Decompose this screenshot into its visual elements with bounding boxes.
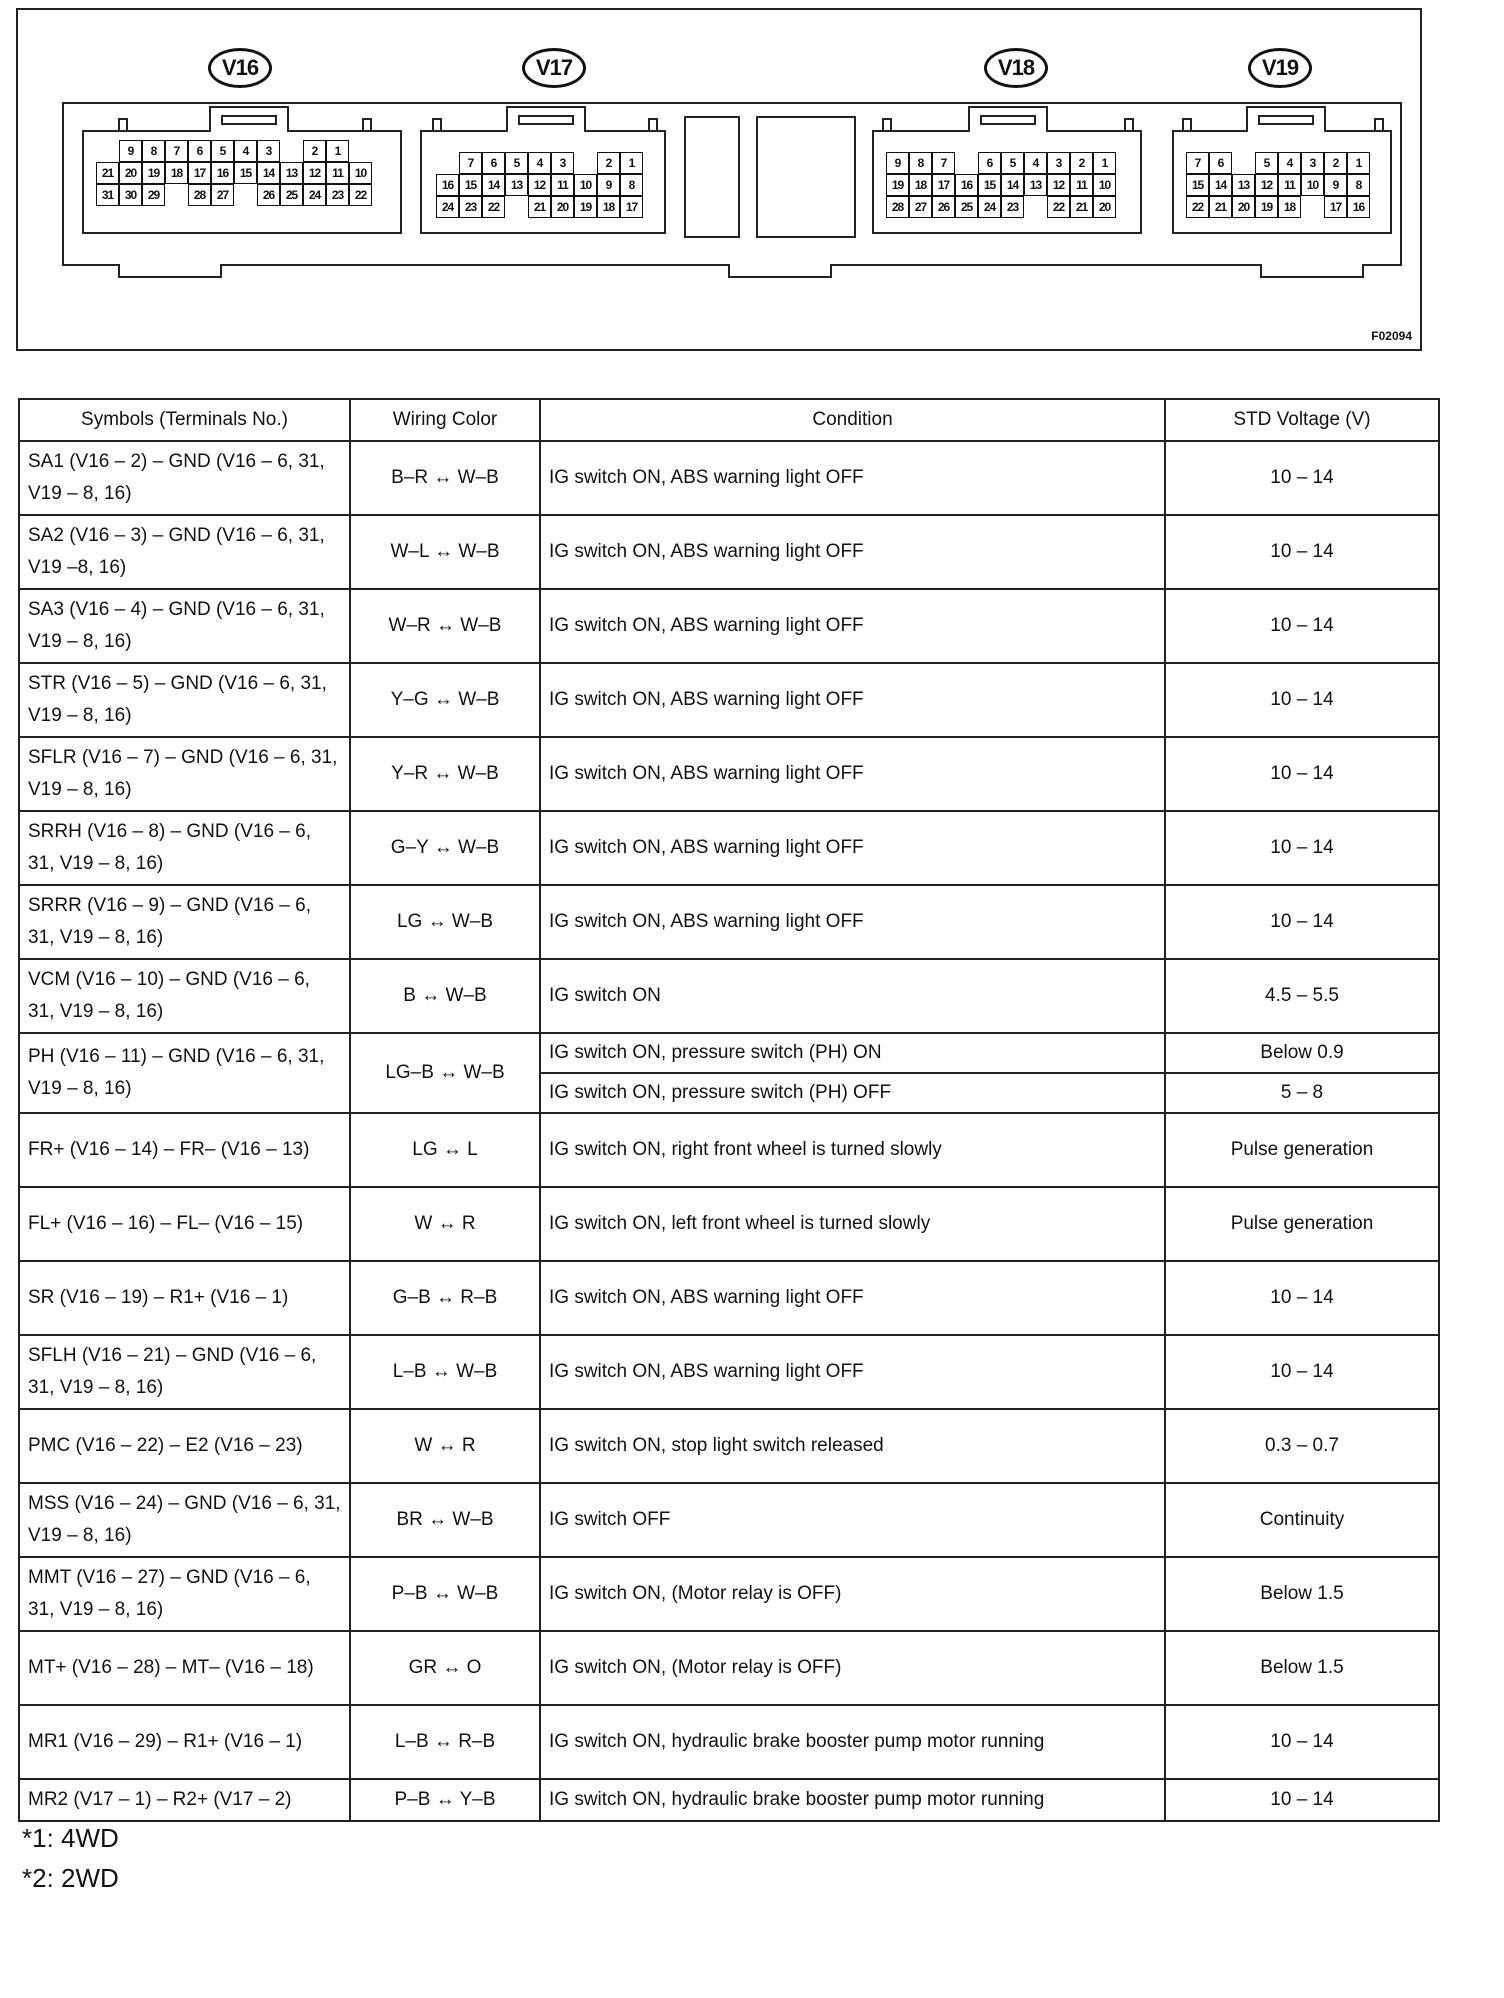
pin-cell: 17: [1324, 196, 1347, 218]
pin-cell: 11: [551, 174, 574, 196]
pin-row: [436, 196, 643, 218]
pin-cell: 22: [482, 196, 505, 218]
symbol-cell: FR+ (V16 – 14) – FR– (V16 – 13): [19, 1113, 350, 1187]
pin-cell: 8: [620, 174, 643, 196]
header-wiring-color: Wiring Color: [350, 399, 540, 441]
pin-cell: 30: [119, 184, 142, 206]
pin-cell: 27: [909, 196, 932, 218]
pin-cell: 2: [1324, 152, 1347, 174]
pin-cell: 22: [1047, 196, 1070, 218]
pin-cell: 17: [620, 196, 643, 218]
pin-cell: 19: [574, 196, 597, 218]
symbol-cell: SA2 (V16 – 3) – GND (V16 – 6, 31, V19 –8, 16): [19, 515, 350, 589]
pin-cell: 14: [1209, 174, 1232, 196]
table-row: [19, 1033, 1439, 1073]
table-row: [19, 959, 1439, 1033]
housing-tab: [118, 264, 222, 278]
wiring-color-cell: W ↔ R: [350, 1187, 540, 1261]
table-row: [19, 441, 1439, 515]
pin-cell: [234, 184, 257, 206]
pin-row: [1186, 196, 1370, 218]
pin-cell: 19: [1255, 196, 1278, 218]
pin-cell: 10: [349, 162, 372, 184]
symbol-cell: SA1 (V16 – 2) – GND (V16 – 6, 31, V19 – 8, 16): [19, 441, 350, 515]
pin-cell: 14: [482, 174, 505, 196]
pin-cell: 4: [1024, 152, 1047, 174]
pin-cell: 14: [257, 162, 280, 184]
pin-cell: 20: [1232, 196, 1255, 218]
pin-cell: 11: [1278, 174, 1301, 196]
pin-cell: 12: [303, 162, 326, 184]
pin-row: [886, 174, 1116, 196]
wiring-color-cell: G–Y ↔ W–B: [350, 811, 540, 885]
std-voltage-cell: 0.3 – 0.7: [1165, 1409, 1439, 1483]
wiring-color-cell: B–R ↔ W–B: [350, 441, 540, 515]
pin-cell: 14: [1001, 174, 1024, 196]
pin-cell: 7: [165, 140, 188, 162]
std-voltage-cell: Below 0.9: [1165, 1033, 1439, 1073]
wiring-color-cell: P–B ↔ W–B: [350, 1557, 540, 1631]
table-body: [19, 441, 1439, 1821]
pin-cell: 7: [1186, 152, 1209, 174]
condition-cell: IG switch ON: [540, 959, 1165, 1033]
pin-cell: 28: [188, 184, 211, 206]
wiring-color-cell: GR ↔ O: [350, 1631, 540, 1705]
wiring-color-cell: LG ↔ W–B: [350, 885, 540, 959]
pin-cell: 3: [257, 140, 280, 162]
pin-cell: 5: [1255, 152, 1278, 174]
symbol-cell: SA3 (V16 – 4) – GND (V16 – 6, 31, V19 – 8, 16): [19, 589, 350, 663]
pin-cell: 18: [597, 196, 620, 218]
std-voltage-cell: 10 – 14: [1165, 885, 1439, 959]
pin-cell: 16: [436, 174, 459, 196]
connector-label-v16: V16: [208, 48, 272, 88]
table-row: [19, 1409, 1439, 1483]
pin-cell: 13: [1024, 174, 1047, 196]
pin-cell: 22: [349, 184, 372, 206]
wiring-color-cell: W ↔ R: [350, 1409, 540, 1483]
pin-cell: 8: [142, 140, 165, 162]
pin-cell: 17: [932, 174, 955, 196]
std-voltage-cell: Continuity: [1165, 1483, 1439, 1557]
wiring-color-cell: G–B ↔ R–B: [350, 1261, 540, 1335]
std-voltage-cell: Below 1.5: [1165, 1631, 1439, 1705]
symbol-cell: SRRH (V16 – 8) – GND (V16 – 6, 31, V19 – 8, 16): [19, 811, 350, 885]
blank-block: [756, 116, 856, 238]
symbol-cell: SRRR (V16 – 9) – GND (V16 – 6, 31, V19 – 8, 16): [19, 885, 350, 959]
connector-v17: [420, 130, 666, 234]
symbol-cell: MMT (V16 – 27) – GND (V16 – 6, 31, V19 – 8, 16): [19, 1557, 350, 1631]
header-condition: Condition: [540, 399, 1165, 441]
pin-cell: [1232, 152, 1255, 174]
symbol-cell: MSS (V16 – 24) – GND (V16 – 6, 31, V19 – 8, 16): [19, 1483, 350, 1557]
footnotes: [22, 1818, 119, 1898]
condition-cell: IG switch ON, hydraulic brake booster pump motor running: [540, 1779, 1165, 1821]
pin-cell: 5: [505, 152, 528, 174]
condition-cell: IG switch ON, (Motor relay is OFF): [540, 1557, 1165, 1631]
symbol-cell: SFLR (V16 – 7) – GND (V16 – 6, 31, V19 – 8, 16): [19, 737, 350, 811]
pin-cell: 18: [165, 162, 188, 184]
condition-cell: IG switch ON, ABS warning light OFF: [540, 1261, 1165, 1335]
pin-cell: 21: [528, 196, 551, 218]
pin-cell: 15: [459, 174, 482, 196]
table-row: [19, 1705, 1439, 1779]
pin-cell: 26: [257, 184, 280, 206]
pin-row: [436, 152, 643, 174]
pin-row: [1186, 174, 1370, 196]
terminal-spec-table: [18, 398, 1440, 1822]
pin-cell: 13: [505, 174, 528, 196]
pin-row: [886, 152, 1116, 174]
pin-cell: 24: [303, 184, 326, 206]
table-row: [19, 1113, 1439, 1187]
std-voltage-cell: 10 – 14: [1165, 1705, 1439, 1779]
pin-cell: [280, 140, 303, 162]
pin-grid: [96, 140, 372, 206]
std-voltage-cell: 10 – 14: [1165, 737, 1439, 811]
pin-cell: 19: [886, 174, 909, 196]
pin-cell: 21: [1070, 196, 1093, 218]
pin-cell: 12: [528, 174, 551, 196]
pin-cell: [1024, 196, 1047, 218]
pin-cell: 18: [909, 174, 932, 196]
std-voltage-cell: 10 – 14: [1165, 441, 1439, 515]
pin-cell: 1: [326, 140, 349, 162]
connector-v16: [82, 130, 402, 234]
pin-cell: 4: [528, 152, 551, 174]
wiring-color-cell: Y–R ↔ W–B: [350, 737, 540, 811]
pin-cell: 6: [978, 152, 1001, 174]
symbol-cell: SFLH (V16 – 21) – GND (V16 – 6, 31, V19 – 8, 16): [19, 1335, 350, 1409]
connector-v19: [1172, 130, 1392, 234]
header-std-voltage: STD Voltage (V): [1165, 399, 1439, 441]
housing-tab: [1260, 264, 1364, 278]
wiring-color-cell: BR ↔ W–B: [350, 1483, 540, 1557]
pin-cell: 2: [597, 152, 620, 174]
table-row: [19, 1261, 1439, 1335]
connector-v18: [872, 130, 1142, 234]
pin-cell: 17: [188, 162, 211, 184]
wiring-color-cell: W–L ↔ W–B: [350, 515, 540, 589]
pin-cell: 12: [1047, 174, 1070, 196]
condition-cell: IG switch OFF: [540, 1483, 1165, 1557]
pin-cell: 31: [96, 184, 119, 206]
symbol-cell: SR (V16 – 19) – R1+ (V16 – 1): [19, 1261, 350, 1335]
pin-cell: 16: [955, 174, 978, 196]
std-voltage-cell: Pulse generation: [1165, 1187, 1439, 1261]
pin-cell: 25: [280, 184, 303, 206]
pin-cell: 10: [574, 174, 597, 196]
pin-cell: 12: [1255, 174, 1278, 196]
pin-cell: 21: [1209, 196, 1232, 218]
pin-cell: 16: [211, 162, 234, 184]
std-voltage-cell: 10 – 14: [1165, 589, 1439, 663]
pin-cell: 19: [142, 162, 165, 184]
table-row: [19, 885, 1439, 959]
symbol-cell: MT+ (V16 – 28) – MT– (V16 – 18): [19, 1631, 350, 1705]
table-row: [19, 663, 1439, 737]
pin-cell: 13: [280, 162, 303, 184]
pin-row: [96, 184, 372, 206]
pin-cell: 23: [326, 184, 349, 206]
table-row: [19, 1483, 1439, 1557]
pin-cell: 7: [932, 152, 955, 174]
std-voltage-cell: 4.5 – 5.5: [1165, 959, 1439, 1033]
pin-cell: 18: [1278, 196, 1301, 218]
pin-cell: 10: [1301, 174, 1324, 196]
pin-cell: 26: [932, 196, 955, 218]
pin-cell: [505, 196, 528, 218]
header-symbols: Symbols (Terminals No.): [19, 399, 350, 441]
table-row: [19, 589, 1439, 663]
pin-grid: [436, 152, 643, 218]
pin-cell: 9: [1324, 174, 1347, 196]
std-voltage-cell: 10 – 14: [1165, 811, 1439, 885]
std-voltage-cell: Below 1.5: [1165, 1557, 1439, 1631]
condition-cell: IG switch ON, ABS warning light OFF: [540, 737, 1165, 811]
pin-grid: [1186, 152, 1370, 218]
symbol-cell: PH (V16 – 11) – GND (V16 – 6, 31, V19 – 8, 16): [19, 1033, 350, 1113]
table-row: [19, 1335, 1439, 1409]
std-voltage-cell: 5 – 8: [1165, 1073, 1439, 1113]
pin-grid: [886, 152, 1116, 218]
pin-cell: 3: [1301, 152, 1324, 174]
wiring-color-cell: LG–B ↔ W–B: [350, 1033, 540, 1113]
connector-label-v19: V19: [1248, 48, 1312, 88]
pin-cell: 16: [1347, 196, 1370, 218]
pin-cell: 3: [551, 152, 574, 174]
pin-cell: 2: [1070, 152, 1093, 174]
connector-label-v18: V18: [984, 48, 1048, 88]
symbol-cell: FL+ (V16 – 16) – FL– (V16 – 15): [19, 1187, 350, 1261]
connector-diagram: [16, 8, 1422, 351]
condition-cell: IG switch ON, (Motor relay is OFF): [540, 1631, 1165, 1705]
pin-row: [886, 196, 1116, 218]
table-row: [19, 1779, 1439, 1821]
condition-cell: IG switch ON, ABS warning light OFF: [540, 515, 1165, 589]
footnote-2wd: *2: 2WD: [22, 1863, 119, 1893]
pin-cell: 1: [1347, 152, 1370, 174]
symbol-cell: MR1 (V16 – 29) – R1+ (V16 – 1): [19, 1705, 350, 1779]
pin-cell: 20: [551, 196, 574, 218]
symbol-cell: STR (V16 – 5) – GND (V16 – 6, 31, V19 – 8, 16): [19, 663, 350, 737]
pin-cell: 27: [211, 184, 234, 206]
pin-cell: 24: [978, 196, 1001, 218]
connector-label-v17: V17: [522, 48, 586, 88]
pin-cell: 7: [459, 152, 482, 174]
pin-cell: 20: [1093, 196, 1116, 218]
pin-cell: 25: [955, 196, 978, 218]
condition-cell: IG switch ON, ABS warning light OFF: [540, 441, 1165, 515]
condition-cell: IG switch ON, pressure switch (PH) ON: [540, 1033, 1165, 1073]
condition-cell: IG switch ON, hydraulic brake booster pump motor running: [540, 1705, 1165, 1779]
symbol-cell: MR2 (V17 – 1) – R2+ (V17 – 2): [19, 1779, 350, 1821]
condition-cell: IG switch ON, pressure switch (PH) OFF: [540, 1073, 1165, 1113]
condition-cell: IG switch ON, ABS warning light OFF: [540, 589, 1165, 663]
pin-row: [436, 174, 643, 196]
condition-cell: IG switch ON, ABS warning light OFF: [540, 885, 1165, 959]
table-row: [19, 1557, 1439, 1631]
pin-cell: 5: [1001, 152, 1024, 174]
housing-tab: [728, 264, 832, 278]
table-header-row: [19, 399, 1439, 441]
condition-cell: IG switch ON, ABS warning light OFF: [540, 811, 1165, 885]
pin-cell: 1: [620, 152, 643, 174]
pin-cell: 6: [482, 152, 505, 174]
pin-cell: 9: [119, 140, 142, 162]
condition-cell: IG switch ON, right front wheel is turned slowly: [540, 1113, 1165, 1187]
figure-number: F02094: [1371, 329, 1412, 343]
pin-cell: 15: [1186, 174, 1209, 196]
pin-cell: 15: [234, 162, 257, 184]
pin-cell: 11: [1070, 174, 1093, 196]
pin-cell: 5: [211, 140, 234, 162]
blank-block: [684, 116, 740, 238]
condition-cell: IG switch ON, ABS warning light OFF: [540, 1335, 1165, 1409]
pin-cell: 1: [1093, 152, 1116, 174]
table-row: [19, 515, 1439, 589]
pin-cell: 23: [1001, 196, 1024, 218]
wiring-color-cell: Y–G ↔ W–B: [350, 663, 540, 737]
symbol-cell: PMC (V16 – 22) – E2 (V16 – 23): [19, 1409, 350, 1483]
pin-row: [96, 162, 372, 184]
wiring-color-cell: L–B ↔ W–B: [350, 1335, 540, 1409]
table-row: [19, 737, 1439, 811]
pin-cell: 11: [326, 162, 349, 184]
wiring-color-cell: LG ↔ L: [350, 1113, 540, 1187]
wiring-color-cell: W–R ↔ W–B: [350, 589, 540, 663]
pin-row: [1186, 152, 1370, 174]
condition-cell: IG switch ON, left front wheel is turned slowly: [540, 1187, 1165, 1261]
pin-cell: 8: [1347, 174, 1370, 196]
pin-cell: 8: [909, 152, 932, 174]
ecu-housing: [62, 102, 1402, 266]
pin-cell: 29: [142, 184, 165, 206]
symbol-cell: VCM (V16 – 10) – GND (V16 – 6, 31, V19 – 8, 16): [19, 959, 350, 1033]
pin-cell: 21: [96, 162, 119, 184]
pin-cell: [436, 152, 459, 174]
pin-cell: 23: [459, 196, 482, 218]
table-row: [19, 1187, 1439, 1261]
table-row: [19, 1631, 1439, 1705]
pin-cell: 6: [188, 140, 211, 162]
pin-cell: 22: [1186, 196, 1209, 218]
pin-cell: 2: [303, 140, 326, 162]
pin-cell: 20: [119, 162, 142, 184]
pin-cell: [574, 152, 597, 174]
wiring-color-cell: L–B ↔ R–B: [350, 1705, 540, 1779]
condition-cell: IG switch ON, ABS warning light OFF: [540, 663, 1165, 737]
pin-cell: [349, 140, 372, 162]
pin-cell: 28: [886, 196, 909, 218]
pin-cell: 6: [1209, 152, 1232, 174]
pin-cell: 9: [886, 152, 909, 174]
std-voltage-cell: 10 – 14: [1165, 515, 1439, 589]
pin-cell: 4: [1278, 152, 1301, 174]
std-voltage-cell: 10 – 14: [1165, 1779, 1439, 1821]
footnote-4wd: *1: 4WD: [22, 1823, 119, 1853]
pin-cell: 3: [1047, 152, 1070, 174]
table-row: [19, 811, 1439, 885]
pin-cell: 13: [1232, 174, 1255, 196]
pin-cell: [955, 152, 978, 174]
std-voltage-cell: 10 – 14: [1165, 1335, 1439, 1409]
pin-cell: 24: [436, 196, 459, 218]
wiring-color-cell: B ↔ W–B: [350, 959, 540, 1033]
pin-cell: 4: [234, 140, 257, 162]
pin-cell: 15: [978, 174, 1001, 196]
std-voltage-cell: Pulse generation: [1165, 1113, 1439, 1187]
pin-cell: 9: [597, 174, 620, 196]
pin-cell: [96, 140, 119, 162]
wiring-color-cell: P–B ↔ Y–B: [350, 1779, 540, 1821]
std-voltage-cell: 10 – 14: [1165, 1261, 1439, 1335]
pin-row: [96, 140, 372, 162]
pin-cell: [1301, 196, 1324, 218]
pin-cell: [165, 184, 188, 206]
condition-cell: IG switch ON, stop light switch released: [540, 1409, 1165, 1483]
pin-cell: 10: [1093, 174, 1116, 196]
std-voltage-cell: 10 – 14: [1165, 663, 1439, 737]
